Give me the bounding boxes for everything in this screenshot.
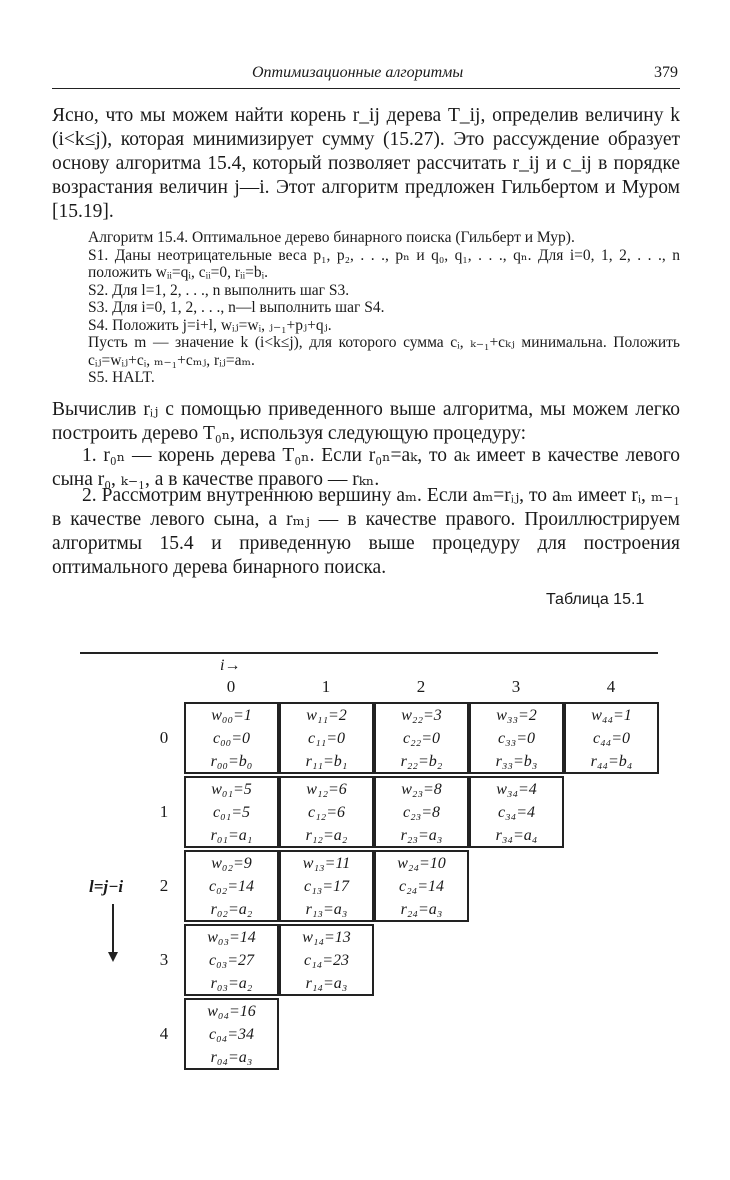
- table-cell: [469, 776, 564, 848]
- table-cell: [374, 776, 469, 848]
- algorithm-step: S4. Положить j=i+l, wᵢⱼ=wᵢ, ⱼ₋₁+pⱼ+qⱼ.: [88, 316, 332, 334]
- cell-line: r₁₂=a₂: [305, 827, 348, 844]
- table-cell: [279, 702, 374, 774]
- table-cell: [279, 924, 374, 996]
- row-header: 2: [159, 876, 169, 895]
- cell-line: r₃₄=a₄: [495, 827, 538, 844]
- algorithm-step: S2. Для l=1, 2, . . ., n выполнить шаг S3.: [88, 281, 350, 299]
- cell-line: r₀₂=a₂: [210, 901, 253, 918]
- column-header: 0: [226, 677, 236, 696]
- cell-line: c₀₂=14: [208, 878, 255, 895]
- table-cell: [279, 850, 374, 922]
- row-header: 4: [159, 1024, 169, 1043]
- paragraph-after-2: 1. r₀ₙ — корень дерева T₀ₙ. Если r₀ₙ=aₖ, то aₖ имеет в качестве левого сына r₀, ₖ₋₁, а в качестве правого — rₖₙ.: [52, 445, 680, 490]
- cell-line: w₁₂=6: [306, 781, 347, 798]
- header-title: Оптимизационные алгоритмы: [252, 64, 464, 81]
- cell-line: r₀₄=a₃: [210, 1049, 253, 1066]
- cell-line: r₂₂=b₂: [400, 753, 443, 770]
- cell-line: w₀₀=1: [211, 707, 252, 724]
- table-cell: [374, 850, 469, 922]
- table-top-rule: [80, 652, 658, 654]
- intro-paragraph: Ясно, что мы можем найти корень r_ij дерева T_ij, определив величину k (i<k≤j), которая минимизирует сумму (15.27). Это рассуждение образует основу алгоритма 15.4, который позволяет рассчитать r_ij и c_ij в порядке возрастания величин j—i. Этот алгоритм предложен Гильбертом и Муром [15.19].: [52, 105, 680, 222]
- cell-line: c₂₄=14: [398, 878, 445, 895]
- cell-line: c₁₂=6: [307, 804, 346, 821]
- column-header: 2: [416, 677, 426, 696]
- cell-line: r₄₄=b₄: [590, 753, 633, 770]
- cell-line: c₃₃=0: [497, 730, 536, 747]
- cell-line: r₁₄=a₃: [305, 975, 348, 992]
- row-header: 3: [159, 950, 169, 969]
- paragraph-after-3: 2. Рассмотрим внутреннюю вершину aₘ. Если aₘ=rᵢⱼ, то aₘ имеет rᵢ, ₘ₋₁ в качестве левого сына, а rₘⱼ — в качестве правого. Проиллюстрируем алгоритмы 15.4 и приведенную выше процедуру для построения оптимального дерева бинарного поиска.: [52, 485, 680, 578]
- page-number: 379: [654, 64, 678, 81]
- cell-line: w₃₄=4: [496, 781, 537, 798]
- table-cell: [184, 850, 279, 922]
- table-cell: [184, 924, 279, 996]
- cell-line: w₀₄=16: [207, 1003, 256, 1020]
- table-cell: [184, 702, 279, 774]
- cell-line: r₀₀=b₀: [210, 753, 253, 770]
- algorithm-step: S1. Даны неотрицательные веса p₁, p₂, . . ., pₙ и q₀, q₁, . . ., qₙ. Для i=0, 1, 2, . . ., n положить wᵢᵢ=qᵢ, cᵢᵢ=0, rᵢᵢ=bᵢ.: [88, 246, 680, 281]
- cell-line: c₁₁=0: [307, 730, 346, 747]
- cell-line: r₁₁=b₁: [305, 753, 348, 770]
- cell-line: c₃₄=4: [497, 804, 536, 821]
- table-caption: Таблица 15.1: [546, 591, 645, 608]
- cell-line: w₀₂=9: [211, 855, 252, 872]
- algorithm-title: Алгоритм 15.4. Оптимальное дерево бинарного поиска (Гильберт и Мур).: [88, 229, 575, 246]
- cell-line: r₁₃=a₃: [305, 901, 348, 918]
- column-axis-label: i→: [220, 657, 241, 674]
- down-arrow-icon: [112, 904, 114, 956]
- cell-line: r₃₃=b₃: [495, 753, 538, 770]
- cell-line: w₃₃=2: [496, 707, 537, 724]
- cell-line: w₁₁=2: [306, 707, 347, 724]
- cell-line: r₂₄=a₃: [400, 901, 443, 918]
- algorithm-step: S5. HALT.: [88, 369, 155, 386]
- cell-line: c₀₁=5: [212, 804, 251, 821]
- cell-line: w₀₁=5: [211, 781, 252, 798]
- column-header: 4: [606, 677, 616, 696]
- cell-line: c₁₃=17: [303, 878, 350, 895]
- table-cell: [469, 702, 564, 774]
- cell-line: r₂₃=a₃: [400, 827, 443, 844]
- cell-line: w₀₃=14: [207, 929, 256, 946]
- algorithm-step: S3. Для i=0, 1, 2, . . ., n—l выполнить шаг S4.: [88, 299, 385, 316]
- cell-line: c₀₄=34: [208, 1026, 255, 1043]
- table-cell: [184, 776, 279, 848]
- cell-line: w₄₄=1: [591, 707, 632, 724]
- table-cell: [374, 702, 469, 774]
- table-cell: [184, 998, 279, 1070]
- cell-line: w₂₂=3: [401, 707, 442, 724]
- cell-line: c₂₃=8: [402, 804, 441, 821]
- cell-line: c₀₃=27: [208, 952, 255, 969]
- column-header: 3: [511, 677, 521, 696]
- running-header: [52, 62, 680, 89]
- paragraph-after-1: Вычислив rᵢⱼ с помощью приведенного выше алгоритма, мы можем легко построить дерево T₀ₙ, используя следующую процедуру:: [52, 399, 680, 444]
- cell-line: r₀₁=a₁: [210, 827, 253, 844]
- algorithm-step: Пусть m — значение k (i<k≤j), для которого сумма cᵢ, ₖ₋₁+cₖⱼ минимальна. Положить cᵢⱼ=wᵢⱼ+cᵢ, ₘ₋₁+cₘⱼ, rᵢⱼ=aₘ.: [88, 334, 680, 369]
- cell-line: c₀₀=0: [212, 730, 251, 747]
- cell-line: w₂₃=8: [401, 781, 442, 798]
- cell-line: r₀₃=a₂: [210, 975, 253, 992]
- cell-line: c₁₄=23: [303, 952, 350, 969]
- cell-line: w₁₄=13: [302, 929, 351, 946]
- row-header: 1: [159, 802, 169, 821]
- algorithm-block: [52, 229, 680, 387]
- table-cell: [279, 776, 374, 848]
- cell-line: w₁₃=11: [302, 855, 351, 872]
- column-header: 1: [321, 677, 331, 696]
- table-cell: [564, 702, 659, 774]
- row-axis-label: l=j−i: [89, 877, 124, 896]
- cell-line: c₄₄=0: [592, 730, 631, 747]
- arrowhead-icon: [108, 952, 118, 962]
- cell-line: c₂₂=0: [402, 730, 441, 747]
- row-header: 0: [159, 728, 169, 747]
- cell-line: w₂₄=10: [397, 855, 446, 872]
